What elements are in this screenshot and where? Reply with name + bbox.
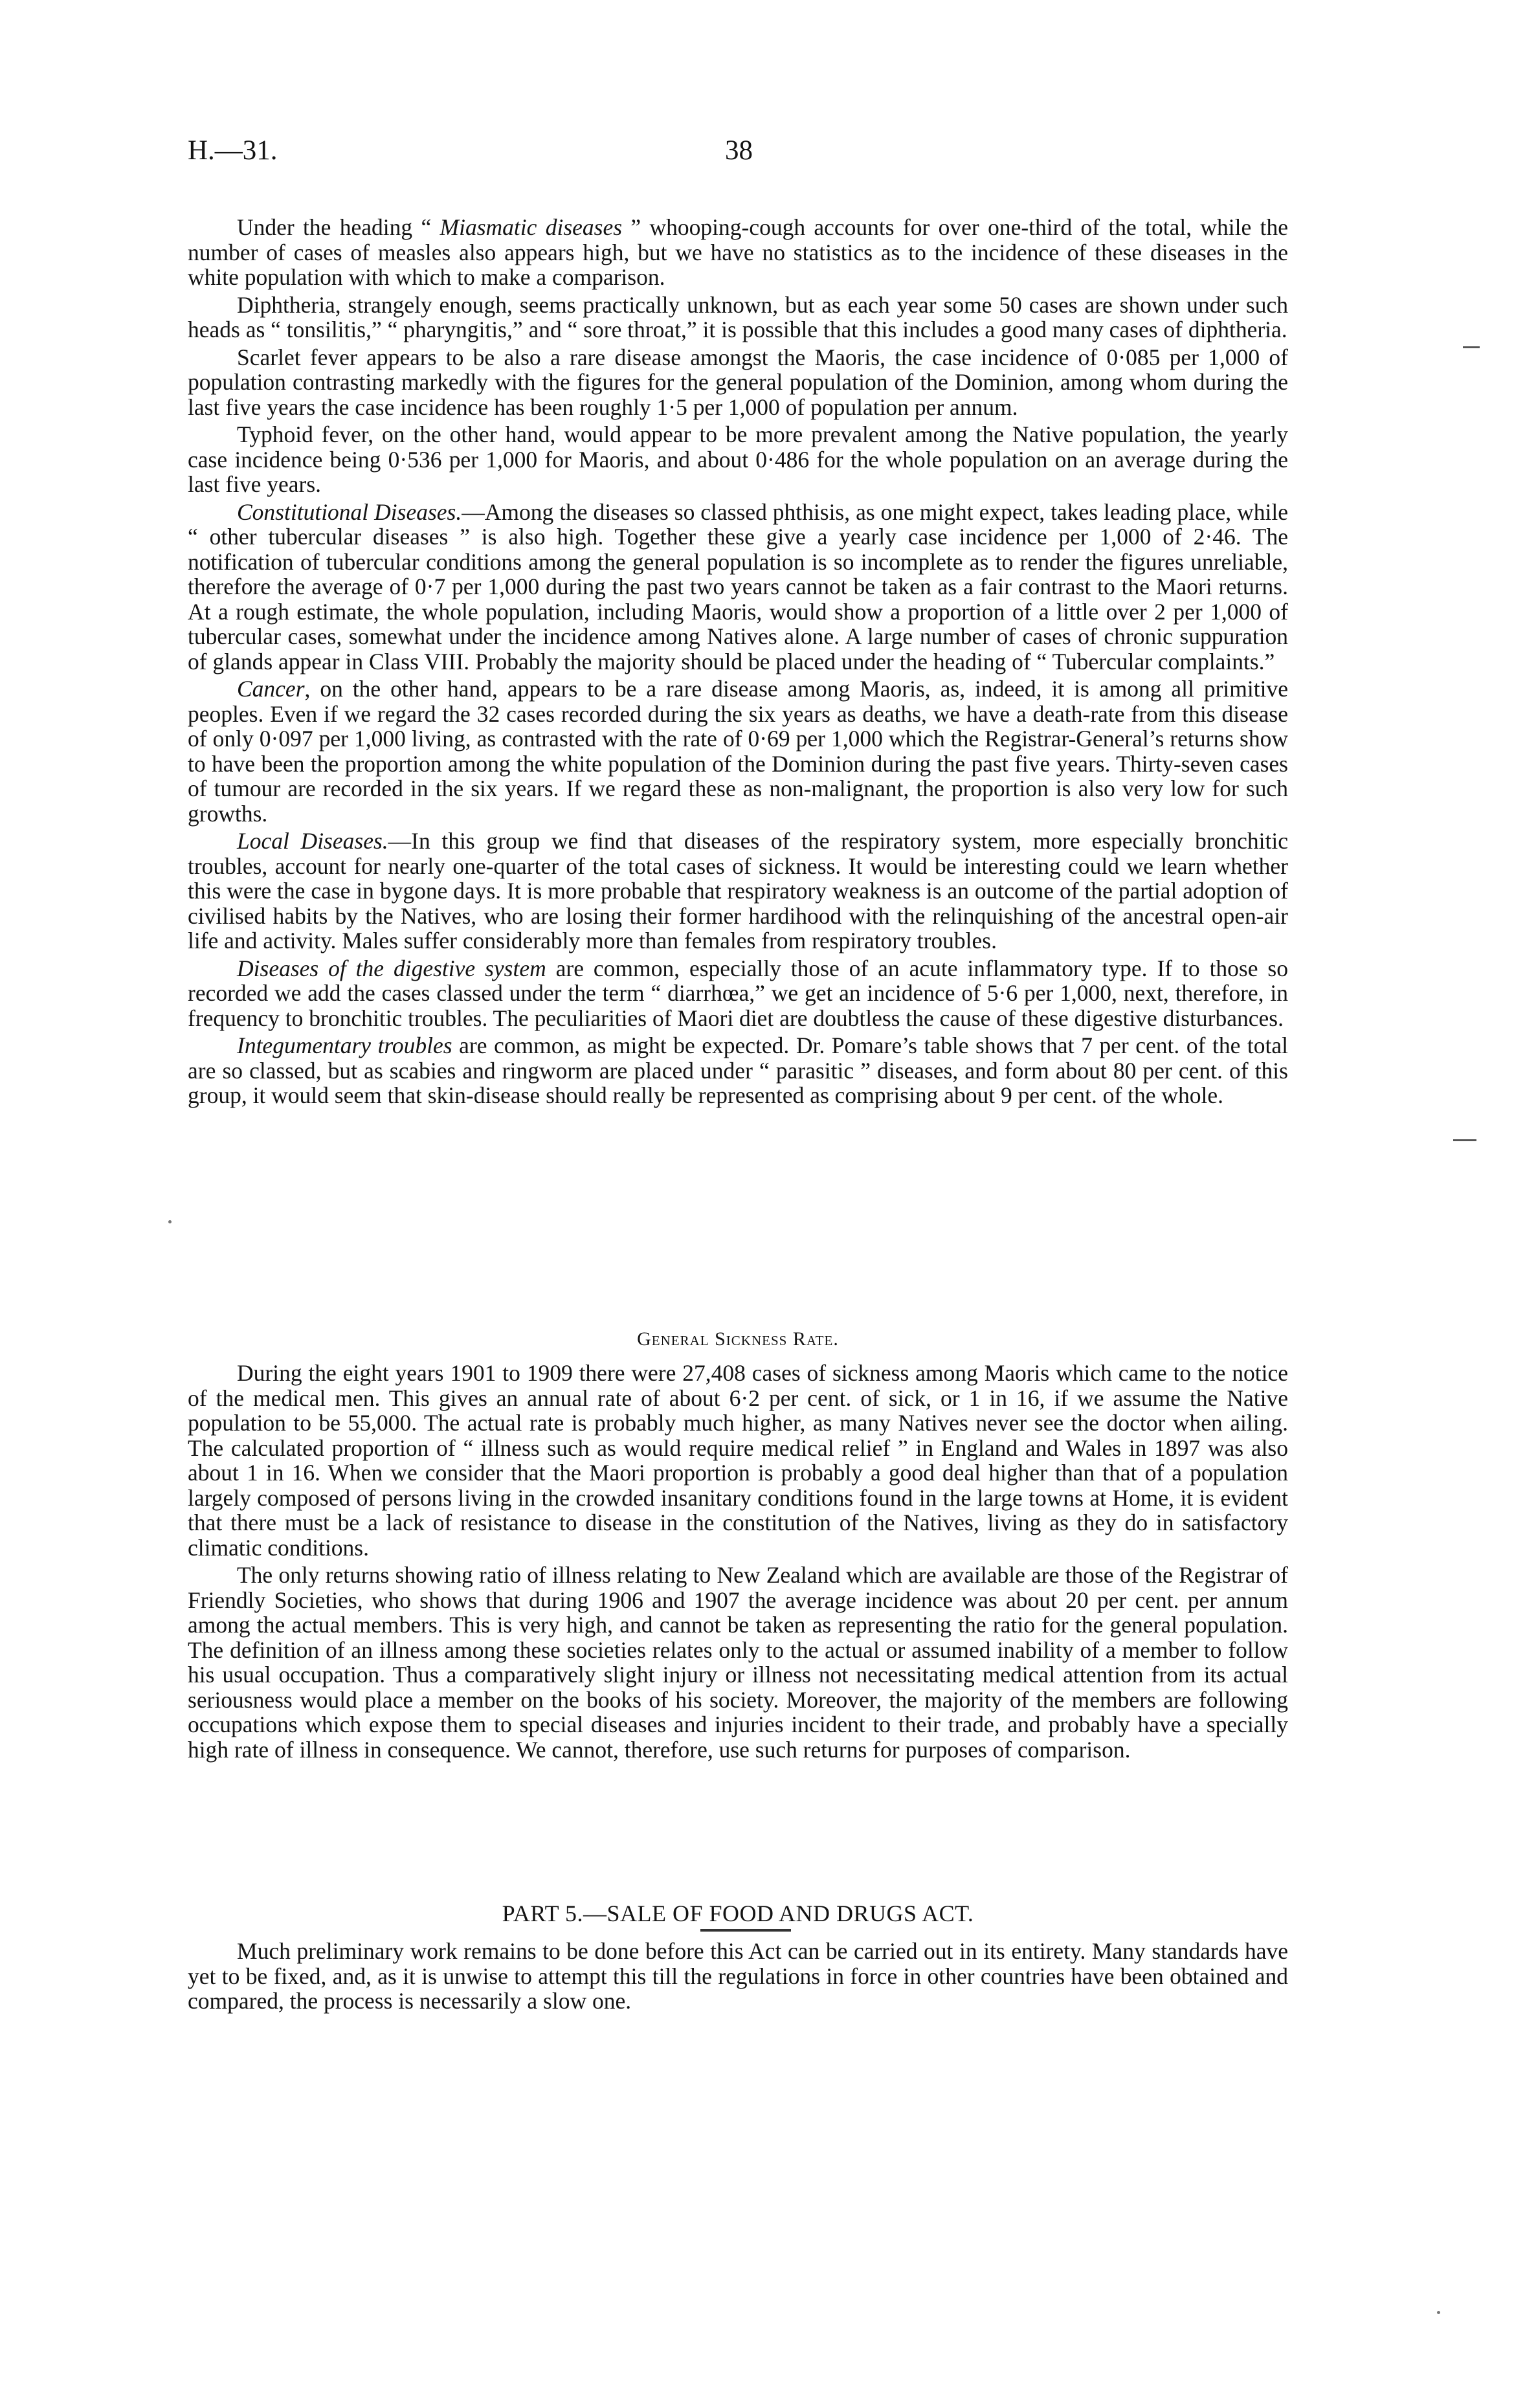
- constitutional-term: Constitutional Diseases.: [237, 498, 462, 525]
- paragraph-diphtheria: Diphtheria, strangely enough, seems practically unknown, but as each year some 50 cases are shown under such heads as “ tonsilitis,” “ pharyngitis,” and “ sore throat,” it is possible that this includes a good many cases of diphtheria.: [188, 291, 1288, 342]
- paragraph-food-drugs: Much preliminary work remains to be done before this Act can be carried out in its entirety. Many standards have yet to be fixed, and, as it is unwise to attempt this till the regulations in force in other countries have been obtained and compared, the process is necessarily a slow one.: [188, 1938, 1288, 2014]
- miasmatic-term: Miasmatic diseases: [440, 214, 623, 240]
- cancer-term: Cancer: [237, 676, 305, 702]
- paragraph-friendly-societies: The only returns showing ratio of illness relating to New Zealand which are available are those of the Registrar of Friendly Societies, who shows that during 1906 and 1907 the average incidence was about 20 per cent. per annum among the actual members. This is very high, and cannot be taken as representing the ratio for the general population. The definition of an illness among these societies relates only to the actual or assumed inability of a member to follow his usual occupation. Thus a comparatively slight injury or illness not necessitating medical attention from its actual seriousness would place a member on the books of his society. Moreover, the majority of the members are following occupations which expose them to special diseases and injuries incident to their trade, and probably have a specially high rate of illness in consequence. We cannot, therefore, use such returns for purposes of comparison.: [188, 1562, 1288, 1763]
- page-number: 38: [725, 135, 753, 166]
- integumentary-term: Integumentary troubles: [237, 1032, 452, 1058]
- page-header: [188, 135, 1275, 173]
- section-divider: [700, 1929, 791, 1932]
- paragraph-digestive: Diseases of the digestive system are common, especially those of an acute inflammatory type. If to those so recorded we add the cases classed under the term “ diarrhœa,” we get an incidence of 5·6 per 1,000, next, therefore, in frequency to bronchitic troubles. The peculiarities of Maori diet are doubtless the cause of these digestive disturbances.: [188, 955, 1288, 1031]
- margin-mark: [1463, 346, 1480, 348]
- paragraph-miasmatic: Under the heading “ Miasmatic diseases ” whooping-cough accounts for over one-third of the total, while the number of cases of measles also appears high, but we have no statistics as to the incidence of these diseases in the white population with which to make a comparison.: [188, 214, 1288, 290]
- paragraph-scarlet-fever: Scarlet fever appears to be also a rare disease amongst the Maoris, the case incidence of 0·085 per 1,000 of population contrasting markedly with the figures for the general population of the Dominion, among whom during the last five years the case incidence has been roughly 1·5 per 1,000 of population per annum.: [188, 344, 1288, 420]
- paragraph-typhoid: Typhoid fever, on the other hand, would appear to be more prevalent among the Native population, the yearly case incidence being 0·536 per 1,000 for Maoris, and about 0·486 for the whole population on an average during the last five years.: [188, 421, 1288, 497]
- paragraph-local-diseases: Local Diseases.—In this group we find that diseases of the respiratory system, more especially bronchitic troubles, account for nearly one-quarter of the total cases of sickness. It would be interesting could we learn whether this were the case in bygone days. It is more probable that respiratory weakness is an outcome of the partial adoption of civilised habits by the Natives, who are losing their former hardihood with the relinquishing of the ancestral open-air life and activity. Males suffer considerably more than females from respiratory troubles.: [188, 828, 1289, 953]
- part-5-heading: PART 5.—SALE OF FOOD AND DRUGS ACT.: [502, 1901, 974, 1926]
- disease-classes-section: [188, 215, 1288, 1111]
- paragraph-constitutional: Constitutional Diseases.—Among the diseases so classed phthisis, as one might expect, takes leading place, while “ other tubercular diseases ” is also high. Together these give a yearly case incidence per 1,000 of 2·46. The notification of tubercular conditions among the general population is so incomplete as to render the figures unreliable, therefore the average of 0·7 per 1,000 during the past two years cannot be taken as a fair contrast to the Maori returns. At a rough estimate, the whole population, including Maoris, would show a proportion of a little over 2 per 1,000 of tubercular cases, somewhat under the incidence among Natives alone. A large number of cases of chronic suppuration of glands appear in Class VIII. Probably the majority should be placed under the heading of “ Tubercular complaints.”: [188, 498, 1288, 674]
- page-code: H.—31.: [188, 135, 278, 166]
- general-sickness-section: [188, 1361, 1288, 1765]
- general-sickness-heading: General Sickness Rate.: [637, 1328, 839, 1350]
- print-speck: [1437, 2311, 1440, 2314]
- paragraph-integumentary: Integumentary troubles are common, as might be expected. Dr. Pomare’s table shows that 7 per cent. of the total are so classed, but as scabies and ringworm are placed under “ parasitic ” diseases, and form about 80 per cent. of this group, it would seem that skin-disease should really be represented as comprising about 9 per cent. of the whole.: [188, 1032, 1288, 1108]
- paragraph-sickness-rate: During the eight years 1901 to 1909 there were 27,408 cases of sickness among Maoris which came to the notice of the medical men. This gives an annual rate of about 6·2 per cent. of sick, or 1 in 16, if we assume the Native population to be 55,000. The actual rate is probably much higher, as many Natives never see the doctor when ailing. The calculated proportion of “ illness such as would require medical relief ” in England and Wales in 1897 was also about 1 in 16. When we consider that the Maori proportion is probably a good deal higher than that of a population largely composed of persons living in the crowded insanitary conditions found in the large towns at Home, it is evident that there must be a lack of resistance to disease in the constitution of the Natives, living as they do in satisfactory climatic conditions.: [188, 1360, 1288, 1561]
- digestive-term: Diseases of the digestive system: [237, 955, 546, 981]
- local-diseases-term: Local Diseases.: [237, 828, 388, 854]
- paragraph-cancer: Cancer, on the other hand, appears to be a rare disease among Maoris, as, indeed, it is among all primitive peoples. Even if we regard the 32 cases recorded during the six years as deaths, we have a death-rate from this disease of only 0·097 per 1,000 living, as contrasted with the rate of 0·69 per 1,000 which the Registrar-General’s returns show to have been the proportion among the white population of the Dominion during the past five years. Thirty-seven cases of tumour are recorded in the six years. If we regard these as non-malignant, the proportion is also very low for such growths.: [188, 676, 1288, 827]
- food-drugs-section: [188, 1939, 1288, 2016]
- margin-mark: [1453, 1139, 1476, 1141]
- print-speck: [168, 1220, 172, 1223]
